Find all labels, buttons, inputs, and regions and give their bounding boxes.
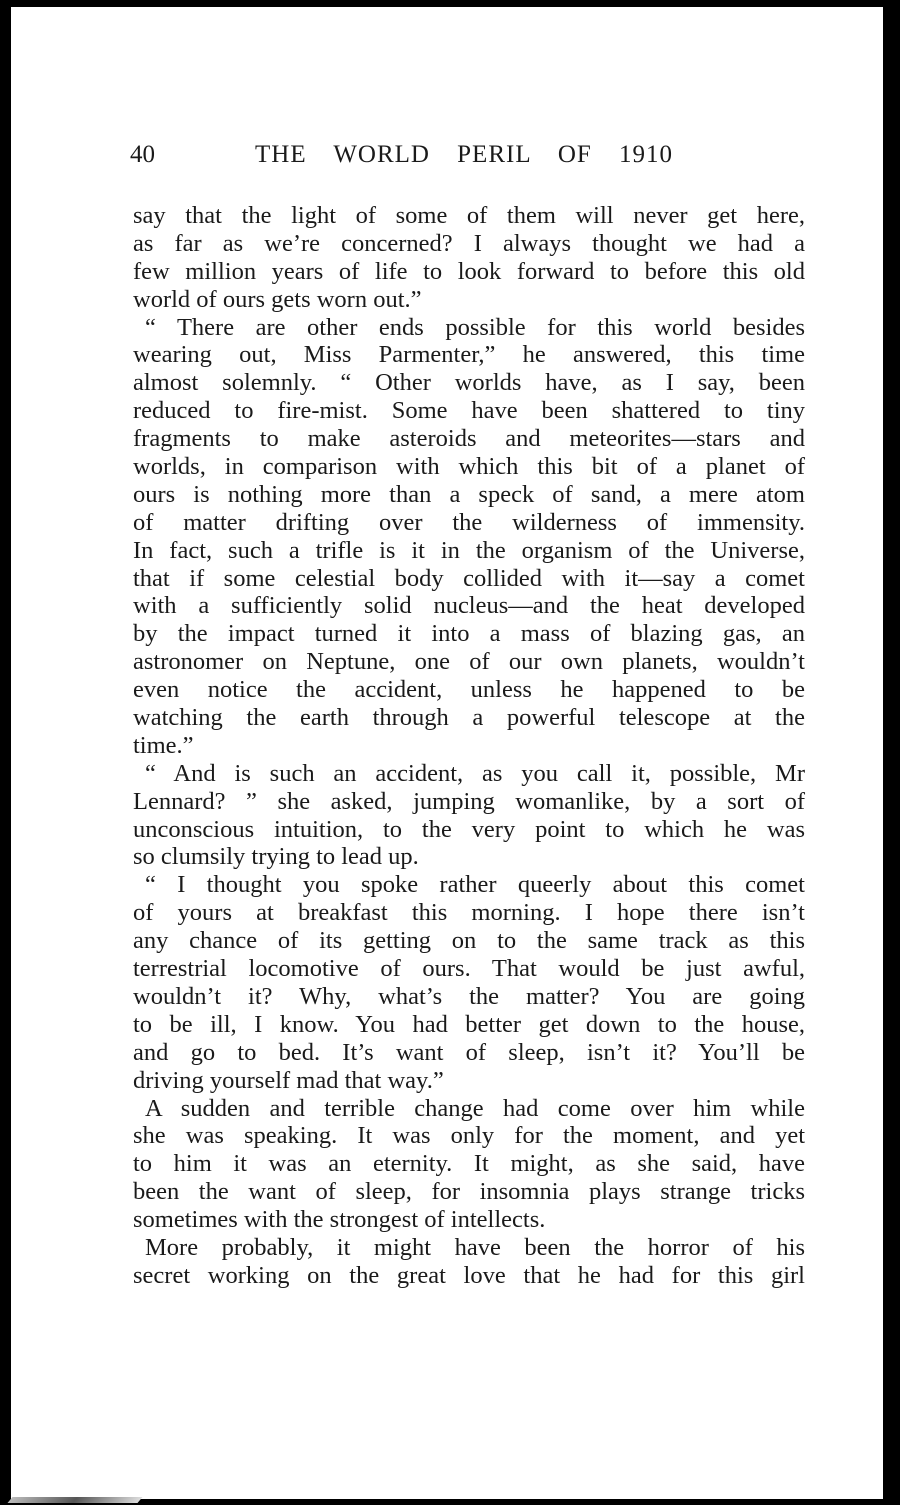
text-line: terrestrial locomotive of ours. That would be just awful,	[133, 955, 805, 983]
scan-smudge	[7, 1497, 142, 1503]
text-line: wouldn’t it? Why, what’s the matter? You are going	[133, 982, 805, 1010]
text-line: sometimes with the strongest of intellects.	[133, 1206, 546, 1234]
text-line: been the want of sleep, for insomnia plays strange tricks	[133, 1178, 805, 1206]
text-line: with a sufficiently solid nucleus—and the heat developed	[133, 592, 805, 620]
text-line: driving yourself mad that way.”	[133, 1066, 444, 1094]
page-body-text	[133, 202, 805, 1290]
text-line: secret working on the great love that he had for this girl	[133, 1261, 805, 1289]
text-line: More probably, it might have been the horror of his	[145, 1233, 805, 1261]
text-line: astronomer on Neptune, one of our own planets, wouldn’t	[133, 648, 805, 676]
text-line: A sudden and terrible change had come over him while	[145, 1094, 805, 1122]
text-line: wearing out, Miss Parmenter,” he answered, this time	[133, 341, 805, 369]
text-line: “ There are other ends possible for this world besides	[145, 313, 805, 341]
text-line: few million years of life to look forward to before this old	[133, 257, 805, 285]
text-line: unconscious intuition, to the very point to which he was	[133, 815, 805, 843]
text-line: ours is nothing more than a speck of sand, a mere atom	[133, 480, 805, 508]
text-line: any chance of its getting on to the same track as this	[133, 927, 805, 955]
text-line: “ And is such an accident, as you call it, possible, Mr	[145, 759, 805, 787]
text-line: worlds, in comparison with which this bit of a planet of	[133, 453, 805, 481]
text-line: of matter drifting over the wilderness of immensity.	[133, 508, 805, 536]
text-line: “ I thought you spoke rather queerly about this comet	[145, 871, 805, 899]
text-line: and go to bed. It’s want of sleep, isn’t it? You’ll be	[133, 1038, 805, 1066]
text-line: by the impact turned it into a mass of blazing gas, an	[133, 620, 805, 648]
text-line: watching the earth through a powerful telescope at the	[133, 704, 805, 732]
text-line: to him it was an eternity. It might, as she said, have	[133, 1150, 805, 1178]
text-line: fragments to make asteroids and meteorites—stars and	[133, 425, 805, 453]
text-line: Lennard? ” she asked, jumping womanlike, by a sort of	[133, 787, 805, 815]
text-line: time.”	[133, 731, 194, 759]
text-line: say that the light of some of them will never get here,	[133, 202, 805, 229]
text-line: of yours at breakfast this morning. I hope there isn’t	[133, 899, 805, 927]
text-line: to be ill, I know. You had better get down to the house,	[133, 1010, 805, 1038]
text-line: even notice the accident, unless he happened to be	[133, 676, 805, 704]
running-title: THE WORLD PERIL OF 1910	[255, 141, 673, 168]
page-number: 40	[130, 141, 155, 168]
text-line: almost solemnly. “ Other worlds have, as I say, been	[133, 369, 805, 397]
text-line: reduced to fire-mist. Some have been shattered to tiny	[133, 397, 805, 425]
text-line: so clumsily trying to lead up.	[133, 843, 419, 871]
text-line: world of ours gets worn out.”	[133, 285, 422, 313]
text-line: that if some celestial body collided with it—say a comet	[133, 564, 805, 592]
text-line: as far as we’re concerned? I always thought we had a	[133, 229, 805, 257]
text-line: she was speaking. It was only for the moment, and yet	[133, 1122, 805, 1150]
text-line: In fact, such a trifle is it in the organism of the Universe,	[133, 536, 805, 564]
book-page	[11, 7, 883, 1499]
